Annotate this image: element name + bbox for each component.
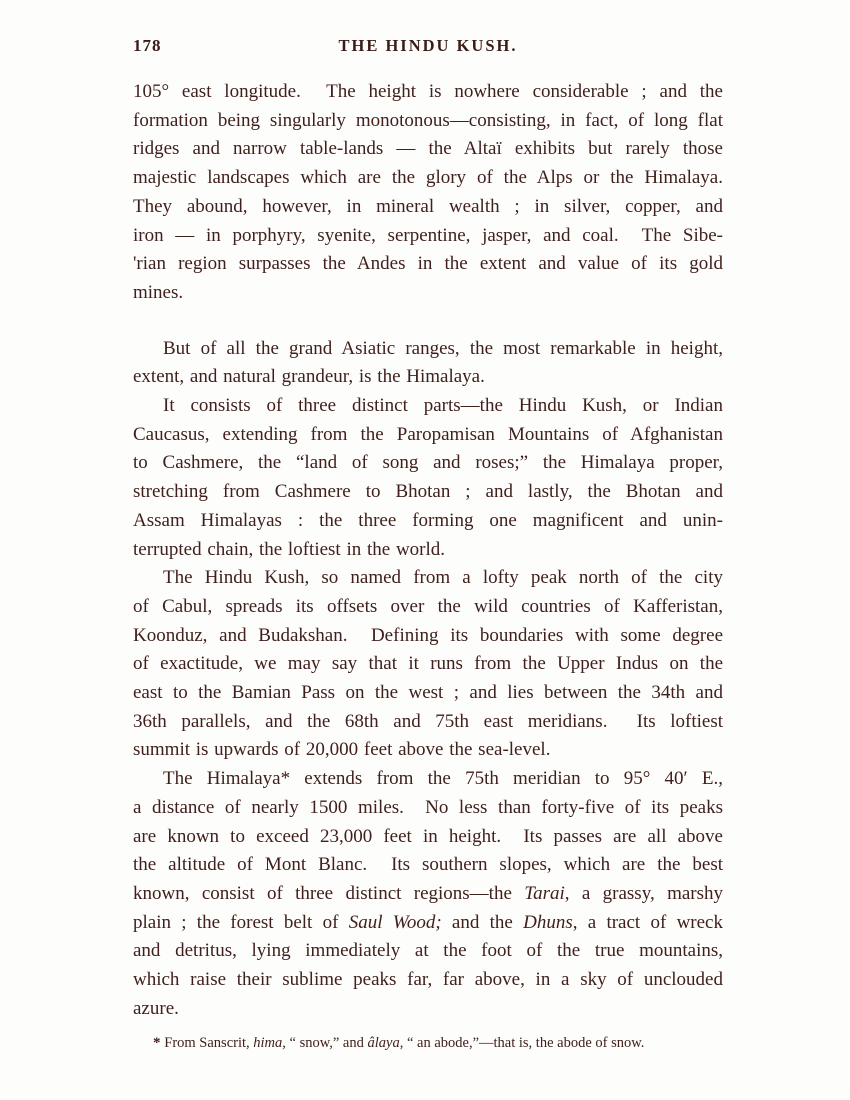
text-line (133, 937, 723, 966)
text-run: of exactitude, we may say that it runs from the Upper Indus on the (133, 653, 723, 675)
page-header (133, 36, 723, 60)
text-run: and detritus, lying immediately at the foot of the true mountains, (133, 940, 723, 962)
text-line (133, 507, 723, 536)
text-line (133, 107, 723, 136)
text-line (133, 363, 723, 392)
text-line (133, 222, 723, 251)
footnote (133, 1033, 743, 1053)
text-run: 'rian region surpasses the Andes in the extent and value of its gold (133, 253, 723, 275)
page-number: 178 (133, 36, 162, 55)
text-line (133, 995, 723, 1024)
text-line (133, 279, 723, 308)
paragraph (133, 564, 723, 765)
text-run: to Cashmere, the “land of song and roses;” the Himalaya proper, (133, 452, 723, 474)
text-run: the altitude of Mont Blanc. Its southern slopes, which are the best (133, 854, 723, 876)
text-line (133, 851, 723, 880)
text-run: The Hindu Kush, so named from a lofty peak north of the city (163, 567, 723, 589)
text-line (133, 909, 723, 938)
text-line (133, 736, 723, 765)
text-line (133, 880, 723, 909)
text-line (133, 564, 723, 593)
italic-text-run: âlaya (367, 1034, 400, 1051)
text-run: They abound, however, in mineral wealth ; in silver, copper, and (133, 195, 723, 217)
running-title: THE HINDU KUSH. (338, 36, 518, 55)
text-line (133, 135, 723, 164)
page-body (133, 78, 723, 1024)
text-run: terrupted chain, the loftiest in the world. (133, 538, 446, 560)
text-run: But of all the grand Asiatic ranges, the most remarkable in height, (163, 337, 723, 359)
text-line (133, 966, 723, 995)
text-run: stretching from Cashmere to Bhotan ; and lastly, the Bhotan and (133, 481, 723, 503)
text-line (133, 765, 723, 794)
text-run: Assam Himalayas : the three forming one magnificent and unin- (133, 509, 723, 531)
text-line (133, 250, 723, 279)
text-run: east to the Bamian Pass on the west ; and lies between the 34th and (133, 682, 723, 704)
text-run: of Cabul, spreads its offsets over the wild countries of Kafferistan, (133, 595, 723, 617)
text-run: , “ an abode,”—that is, the abode of snow. (399, 1034, 645, 1051)
text-run: plain ; the forest belt of (133, 911, 349, 933)
text-run: Caucasus, extending from the Paropamisan Mountains of Afghanistan (133, 423, 723, 445)
text-run: , “ snow,” and (282, 1034, 368, 1051)
text-run: 105° east longitude. The height is nowhere considerable ; and the (133, 81, 723, 102)
italic-text-run: hima (253, 1034, 283, 1051)
paragraph (133, 392, 723, 564)
text-run: azure. (133, 997, 179, 1019)
text-run: extent, and natural grandeur, is the Himalaya. (133, 366, 485, 388)
text-run: mines. (133, 281, 184, 303)
text-line (133, 78, 723, 107)
text-line (133, 708, 723, 737)
text-run: which raise their sublime peaks far, far above, in a sky of unclouded (133, 969, 723, 991)
text-run: summit is upwards of 20,000 feet above the sea-level. (133, 739, 551, 761)
paragraph (133, 335, 723, 392)
text-run: 36th parallels, and the 68th and 75th east meridians. Its loftiest (133, 710, 723, 732)
text-line (133, 164, 723, 193)
italic-text-run: Tarai (524, 882, 565, 904)
text-line (133, 593, 723, 622)
text-line (133, 478, 723, 507)
text-run: and the (441, 911, 524, 933)
text-run: , a grassy, marshy (564, 882, 724, 904)
text-run: ridges and narrow table-lands — the Altaï exhibits but rarely those (133, 138, 723, 160)
footnote-text (153, 1035, 644, 1051)
text-run: are known to exceed 23,000 feet in height. Its passes are all above (133, 825, 723, 847)
text-run: a distance of nearly 1500 miles. No less than forty-five of its peaks (133, 796, 723, 818)
paragraph (133, 765, 723, 1023)
text-run: known, consist of three distinct regions—the (133, 882, 525, 904)
paragraph (133, 78, 723, 308)
text-line (133, 421, 723, 450)
text-line (133, 622, 723, 651)
text-line (133, 193, 723, 222)
text-run: majestic landscapes which are the glory of the Alps or the Himalaya. (133, 167, 723, 189)
text-line (133, 794, 723, 823)
text-run: , a tract of wreck (572, 911, 723, 933)
text-run: * (153, 1034, 165, 1051)
text-run: It consists of three distinct parts—the Hindu Kush, or Indian (163, 395, 723, 417)
text-line (133, 679, 723, 708)
text-run: Koonduz, and Budakshan. Defining its boundaries with some degree (133, 624, 723, 646)
text-line (133, 536, 723, 565)
text-line (133, 335, 723, 364)
text-line (133, 650, 723, 679)
italic-text-run: Saul Wood; (348, 911, 442, 933)
text-run: The Himalaya* extends from the 75th meridian to 95° 40′ E., (163, 768, 723, 790)
italic-text-run: Dhuns (523, 911, 573, 933)
text-line (133, 823, 723, 852)
text-run: iron — in porphyry, syenite, serpentine, jasper, and coal. The Sibe- (133, 224, 723, 246)
text-line (133, 392, 723, 421)
text-line (133, 449, 723, 478)
text-run: From Sanscrit, (164, 1034, 254, 1051)
text-run: formation being singularly monotonous—consisting, in fact, of long flat (133, 109, 723, 131)
